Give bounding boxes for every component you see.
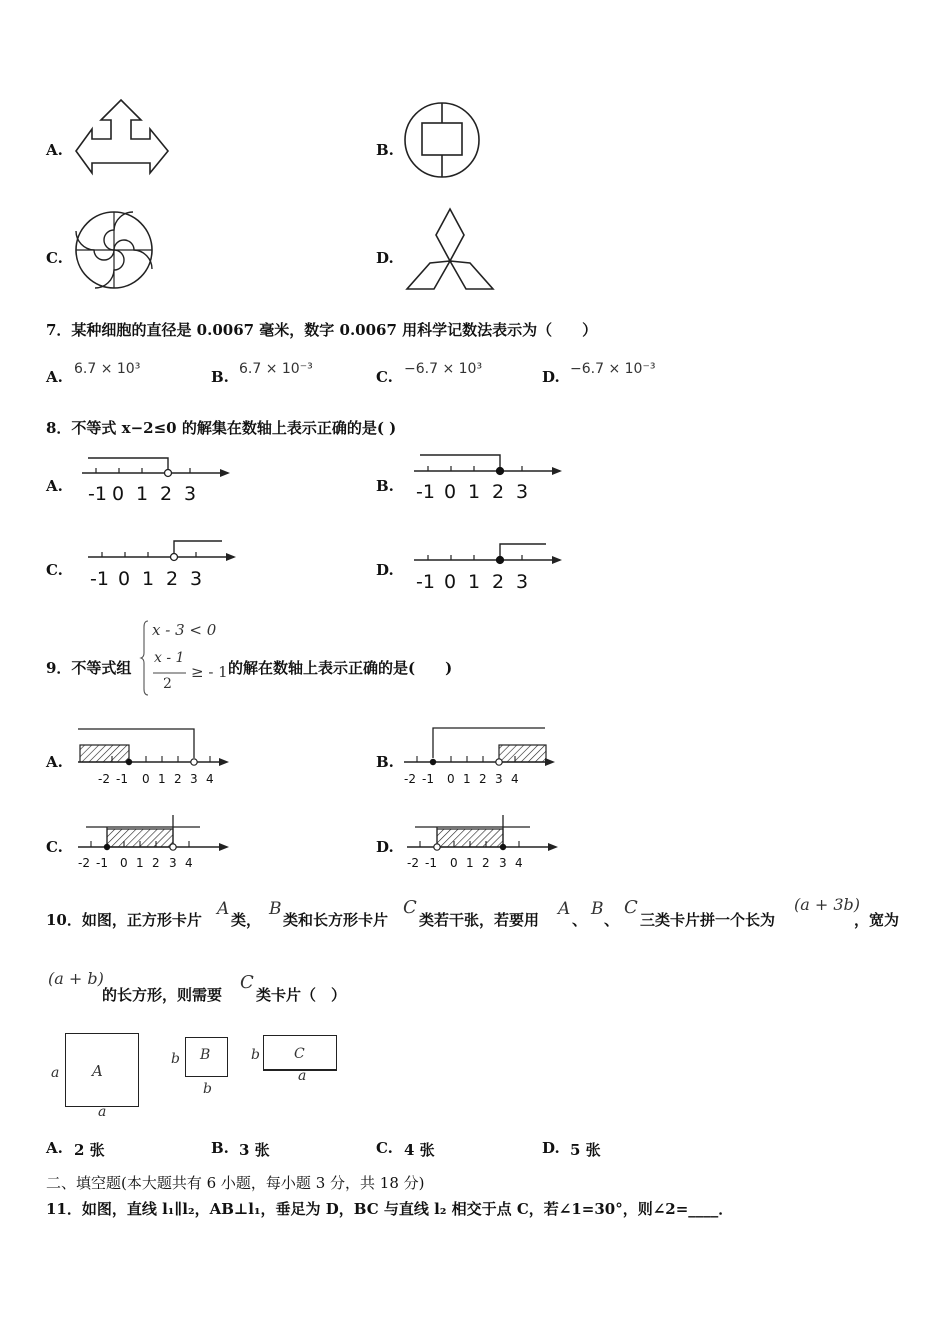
tick-label: 0 (447, 772, 455, 786)
q10-option-c-label: C. (376, 1139, 393, 1157)
q8-number-line-b (412, 451, 572, 503)
q9-inequality-2-denominator: 2 (163, 676, 172, 692)
q10-option-d-value: 5 张 (570, 1141, 601, 1159)
q7-text: 7．某种细胞的直径是 0.0067 毫米，数字 0.0067 用科学记数法表示为（ ） (46, 321, 598, 339)
q7-option-d-label: D. (542, 368, 560, 386)
tick-label: 1 (468, 481, 481, 503)
tick-label: -1 (96, 856, 108, 870)
q8-number-line-a (80, 453, 240, 505)
tick-label: 4 (511, 772, 519, 786)
card-a-side: a (51, 1065, 60, 1081)
q9-suffix: 的解在数轴上表示正确的是( ) (228, 659, 453, 677)
q9-option-d-label: D. (376, 838, 394, 856)
card-b-label: B (200, 1047, 211, 1063)
tick-label: 3 (190, 772, 198, 786)
q10-text-5: 三类卡片拼一个长为 (640, 911, 776, 929)
q6-option-a-label: A. (46, 141, 63, 159)
tick-label: 2 (152, 856, 160, 870)
q10-option-a-value: 2 张 (74, 1141, 105, 1159)
q10-text-7: 的长方形，则需要 (102, 986, 223, 1004)
arrows-shape-icon (74, 99, 170, 179)
q9-number-line-a (76, 725, 236, 787)
tick-label: 0 (450, 856, 458, 870)
q8-number-line-c (86, 537, 246, 589)
q7-option-d-value: −6.7 × 10⁻³ (570, 361, 656, 377)
q10-text-3: 类和长方形卡片 (283, 911, 389, 929)
q10-sep-2: 、 (604, 911, 620, 929)
q6-option-b-label: B. (376, 141, 394, 159)
q10-text-2: 类， (231, 911, 262, 929)
q8-text: 8．不等式 x−2≤0 的解集在数轴上表示正确的是( ) (46, 419, 397, 437)
tick-label: -2 (78, 856, 90, 870)
q10-option-a-label: A. (46, 1139, 63, 1157)
tick-label: 3 (190, 568, 203, 590)
tick-label: 2 (166, 568, 179, 590)
q9-number-line-d (405, 811, 565, 873)
q8-option-b-label: B. (376, 477, 394, 495)
tick-label: 2 (492, 571, 505, 593)
q6-option-c-label: C. (46, 249, 63, 267)
q10-var-c: C (403, 897, 417, 918)
q8-option-a-label: A. (46, 477, 63, 495)
tick-label: 4 (185, 856, 193, 870)
card-c-side: b (251, 1047, 260, 1063)
tick-label: 1 (142, 568, 155, 590)
q9-number-line-b (402, 725, 562, 787)
tick-label: 2 (479, 772, 487, 786)
tick-label: 2 (492, 481, 505, 503)
q8-option-d-label: D. (376, 561, 394, 579)
q7-option-a-label: A. (46, 368, 63, 386)
q10-option-b-value: 3 张 (239, 1141, 270, 1159)
q7-option-c-value: −6.7 × 10³ (404, 361, 483, 377)
q10-option-d-label: D. (542, 1139, 560, 1157)
q10-var-a2: A (558, 899, 571, 919)
tick-label: 1 (136, 483, 149, 505)
q10-var-b: B (269, 899, 282, 919)
pinwheel-circle-icon (74, 210, 154, 290)
q10-length-expr: (a + 3b) (794, 895, 861, 914)
tick-label: 3 (184, 483, 197, 505)
card-a-label: A (92, 1062, 103, 1080)
q7-option-b-value: 6.7 × 10⁻³ (239, 361, 313, 377)
q8-option-c-label: C. (46, 561, 63, 579)
tick-label: -1 (422, 772, 434, 786)
tick-label: 1 (136, 856, 144, 870)
tick-label: 2 (174, 772, 182, 786)
q10-option-c-value: 4 张 (404, 1141, 435, 1159)
q10-option-b-label: B. (211, 1139, 229, 1157)
card-b-side: b (171, 1051, 180, 1067)
tick-label: 3 (169, 856, 177, 870)
tick-label: 3 (516, 481, 529, 503)
tick-label: 0 (120, 856, 128, 870)
tick-label: 3 (499, 856, 507, 870)
tick-label: -2 (407, 856, 419, 870)
tick-label: -1 (416, 481, 435, 503)
tick-label: 2 (160, 483, 173, 505)
q9-inequality-1: x - 3 < 0 (152, 621, 217, 639)
q10-var-c3: C (240, 972, 254, 993)
tick-label: 0 (444, 571, 457, 593)
q9-option-c-label: C. (46, 838, 63, 856)
tick-label: 1 (158, 772, 166, 786)
q9-number-line-c (76, 811, 236, 873)
q9-prefix: 9．不等式组 (46, 659, 132, 677)
tick-label: -2 (98, 772, 110, 786)
q8-number-line-d (412, 540, 572, 592)
tick-label: 4 (515, 856, 523, 870)
q9-inequality-2-rhs: ≥ - 1 (191, 663, 228, 681)
q10-text-4: 类若干张，若要用 (419, 911, 540, 929)
tick-label: 3 (495, 772, 503, 786)
tick-label: -1 (90, 568, 109, 590)
q10-text-8: 类卡片（ ） (256, 986, 347, 1004)
q7-option-b-label: B. (211, 368, 229, 386)
tick-label: 1 (463, 772, 471, 786)
tick-label: 1 (466, 856, 474, 870)
tick-label: -2 (404, 772, 416, 786)
tick-label: 0 (142, 772, 150, 786)
q7-option-a-value: 6.7 × 10³ (74, 361, 141, 377)
q10-width-expr: (a + b) (48, 969, 104, 988)
q9-option-b-label: B. (376, 753, 394, 771)
tick-label: 0 (444, 481, 457, 503)
q9-inequality-2-numerator: x - 1 (154, 650, 185, 666)
q10-text-6: ，宽为 (854, 911, 900, 929)
tick-label: 3 (516, 571, 529, 593)
tick-label: 0 (112, 483, 125, 505)
q6-option-d-label: D. (376, 249, 394, 267)
q10-var-b2: B (591, 899, 604, 919)
circle-square-icon (403, 101, 481, 179)
tick-label: -1 (416, 571, 435, 593)
tick-label: -1 (425, 856, 437, 870)
card-b-bottom: b (203, 1081, 212, 1097)
tick-label: -1 (116, 772, 128, 786)
q7-option-c-label: C. (376, 368, 393, 386)
q11-text: 11．如图，直线 l₁∥l₂，AB⊥l₁，垂足为 D，BC 与直线 l₂ 相交于点 C，若∠1=30°，则∠2=____． (46, 1200, 734, 1218)
tick-label: 0 (118, 568, 131, 590)
q10-text-1: 10．如图，正方形卡片 (46, 911, 202, 929)
section-2-heading: 二、填空题(本大题共有 6 小题，每小题 3 分，共 18 分) (46, 1174, 425, 1192)
tick-label: 2 (482, 856, 490, 870)
card-a-bottom: a (98, 1104, 107, 1120)
q9-option-a-label: A. (46, 753, 63, 771)
tick-label: 4 (206, 772, 214, 786)
card-c-label: C (294, 1046, 305, 1062)
tick-label: -1 (88, 483, 107, 505)
q10-var-c2: C (624, 897, 638, 918)
q10-var-a: A (217, 899, 230, 919)
tick-label: 1 (468, 571, 481, 593)
card-c-bottom: a (298, 1068, 307, 1084)
q10-sep-1: 、 (572, 911, 588, 929)
three-rhombus-icon (404, 207, 496, 291)
